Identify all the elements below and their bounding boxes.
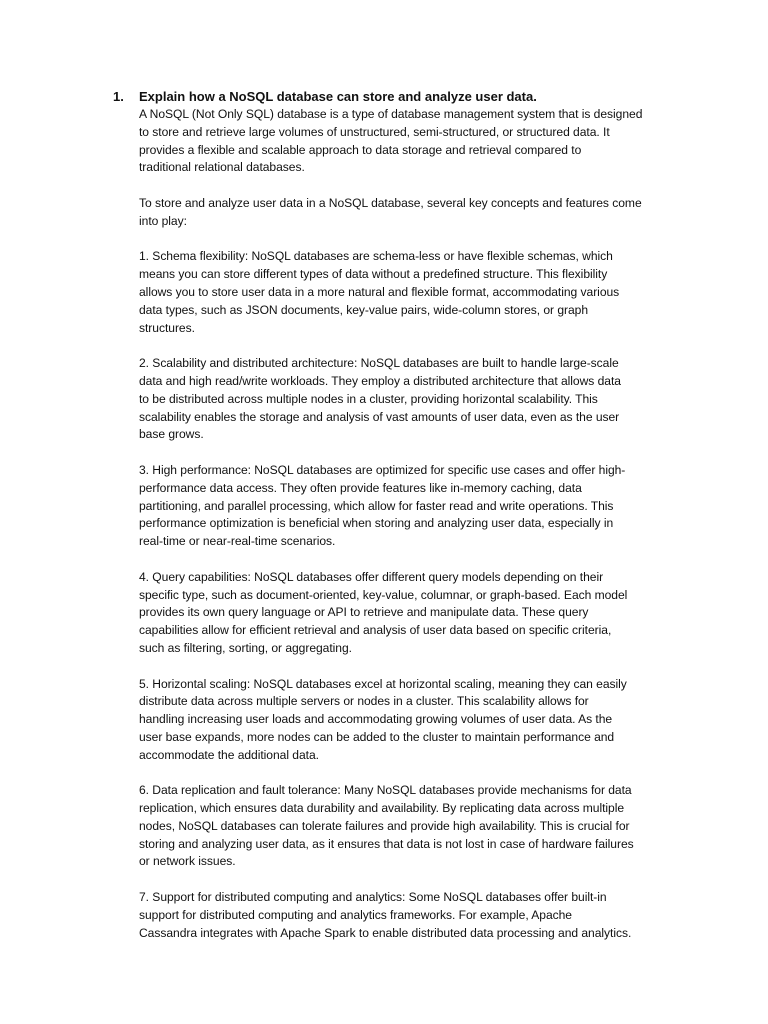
text-line: specific type, such as document-oriented, key-value, columnar, or graph-based. Each model	[139, 587, 628, 602]
text-line: 6. Data replication and fault tolerance: Many NoSQL databases provide mechanisms for data	[139, 783, 632, 798]
text-line: to be distributed across multiple nodes in a cluster, providing horizontal scalability. This	[139, 391, 598, 406]
paragraph-schema-flexibility	[139, 248, 677, 337]
paragraph-query-capabilities	[139, 569, 677, 658]
text-line: 2. Scalability and distributed architecture: NoSQL databases are built to handle large-scale	[139, 356, 619, 371]
text-line: handling increasing user loads and accommodating growing volumes of user data. As the	[139, 712, 613, 727]
paragraph-overview	[139, 195, 677, 231]
text-line: nodes, NoSQL databases can tolerate failures and provide high availability. This is crucial for	[139, 818, 630, 833]
question-title: Explain how a NoSQL database can store and analyze user data.	[139, 89, 537, 104]
text-line: data and high read/write workloads. They employ a distributed architecture that allows data	[139, 373, 621, 388]
text-line: or network issues.	[139, 854, 236, 869]
text-line: data types, such as JSON documents, key-value pairs, wide-column stores, or graph	[139, 302, 589, 317]
text-line: 5. Horizontal scaling: NoSQL databases excel at horizontal scaling, meaning they can easily	[139, 676, 627, 691]
text-line: capabilities allow for efficient retrieval and analysis of user data based on specific criteria,	[139, 623, 612, 638]
text-line: 1. Schema flexibility: NoSQL databases are schema-less or have flexible schemas, which	[139, 249, 613, 264]
text-line: 7. Support for distributed computing and analytics: Some NoSQL databases offer built-in	[139, 890, 607, 905]
text-line: replication, which ensures data durability and availability. By replicating data across multiple	[139, 801, 625, 816]
text-line: real-time or near-real-time scenarios.	[139, 534, 336, 549]
text-line: to store and retrieve large volumes of unstructured, semi-structured, or structured data. It	[139, 124, 610, 139]
text-line: into play:	[139, 213, 187, 228]
text-line: user base expands, more nodes can be added to the cluster to maintain performance and	[139, 729, 615, 744]
text-line: A NoSQL (Not Only SQL) database is a type of database management system that is designed	[139, 107, 643, 121]
paragraph-scalability	[139, 355, 677, 444]
text-line: distribute data across multiple servers or nodes in a cluster. This scalability allows for	[139, 694, 589, 709]
text-line: storing and analyzing user data, as it ensures that data is not lost in case of hardware failures	[139, 836, 634, 851]
paragraph-distributed-computing	[139, 889, 677, 942]
text-line: accommodate the additional data.	[139, 747, 319, 762]
text-line: scalability enables the storage and analysis of vast amounts of user data, even as the user	[139, 409, 620, 424]
text-line: traditional relational databases.	[139, 160, 305, 175]
text-line: 3. High performance: NoSQL databases are optimized for specific use cases and offer high-	[139, 462, 626, 477]
text-line: structures.	[139, 320, 195, 335]
text-line: base grows.	[139, 427, 204, 442]
paragraph-high-performance	[139, 462, 677, 551]
text-line: performance optimization is beneficial when storing and analyzing user data, especially in	[139, 516, 614, 531]
text-line: provides a flexible and scalable approach to data storage and retrieval compared to	[139, 142, 582, 157]
text-line: means you can store different types of data without a predefined structure. This flexibility	[139, 267, 608, 282]
paragraph-horizontal-scaling	[139, 676, 677, 765]
text-line: provides its own query language or API to retrieve and manipulate data. These query	[139, 605, 589, 620]
text-line: allows you to store user data in a more natural and flexible format, accommodating various	[139, 284, 620, 299]
question-number: 1.	[113, 89, 124, 104]
text-line: support for distributed computing and analytics frameworks. For example, Apache	[139, 907, 572, 922]
answer-body	[139, 106, 677, 960]
paragraph-replication	[139, 782, 677, 871]
text-line: 4. Query capabilities: NoSQL databases offer different query models depending on their	[139, 569, 604, 584]
paragraph-intro	[139, 106, 677, 177]
text-line: partitioning, and parallel processing, which allow for faster read and write operations. This	[139, 498, 614, 513]
text-line: To store and analyze user data in a NoSQL database, several key concepts and features come	[139, 195, 642, 210]
text-line: Cassandra integrates with Apache Spark to enable distributed data processing and analytics.	[139, 925, 632, 940]
text-line: such as filtering, sorting, or aggregating.	[139, 640, 352, 655]
text-line: performance data access. They often provide features like in-memory caching, data	[139, 480, 582, 495]
